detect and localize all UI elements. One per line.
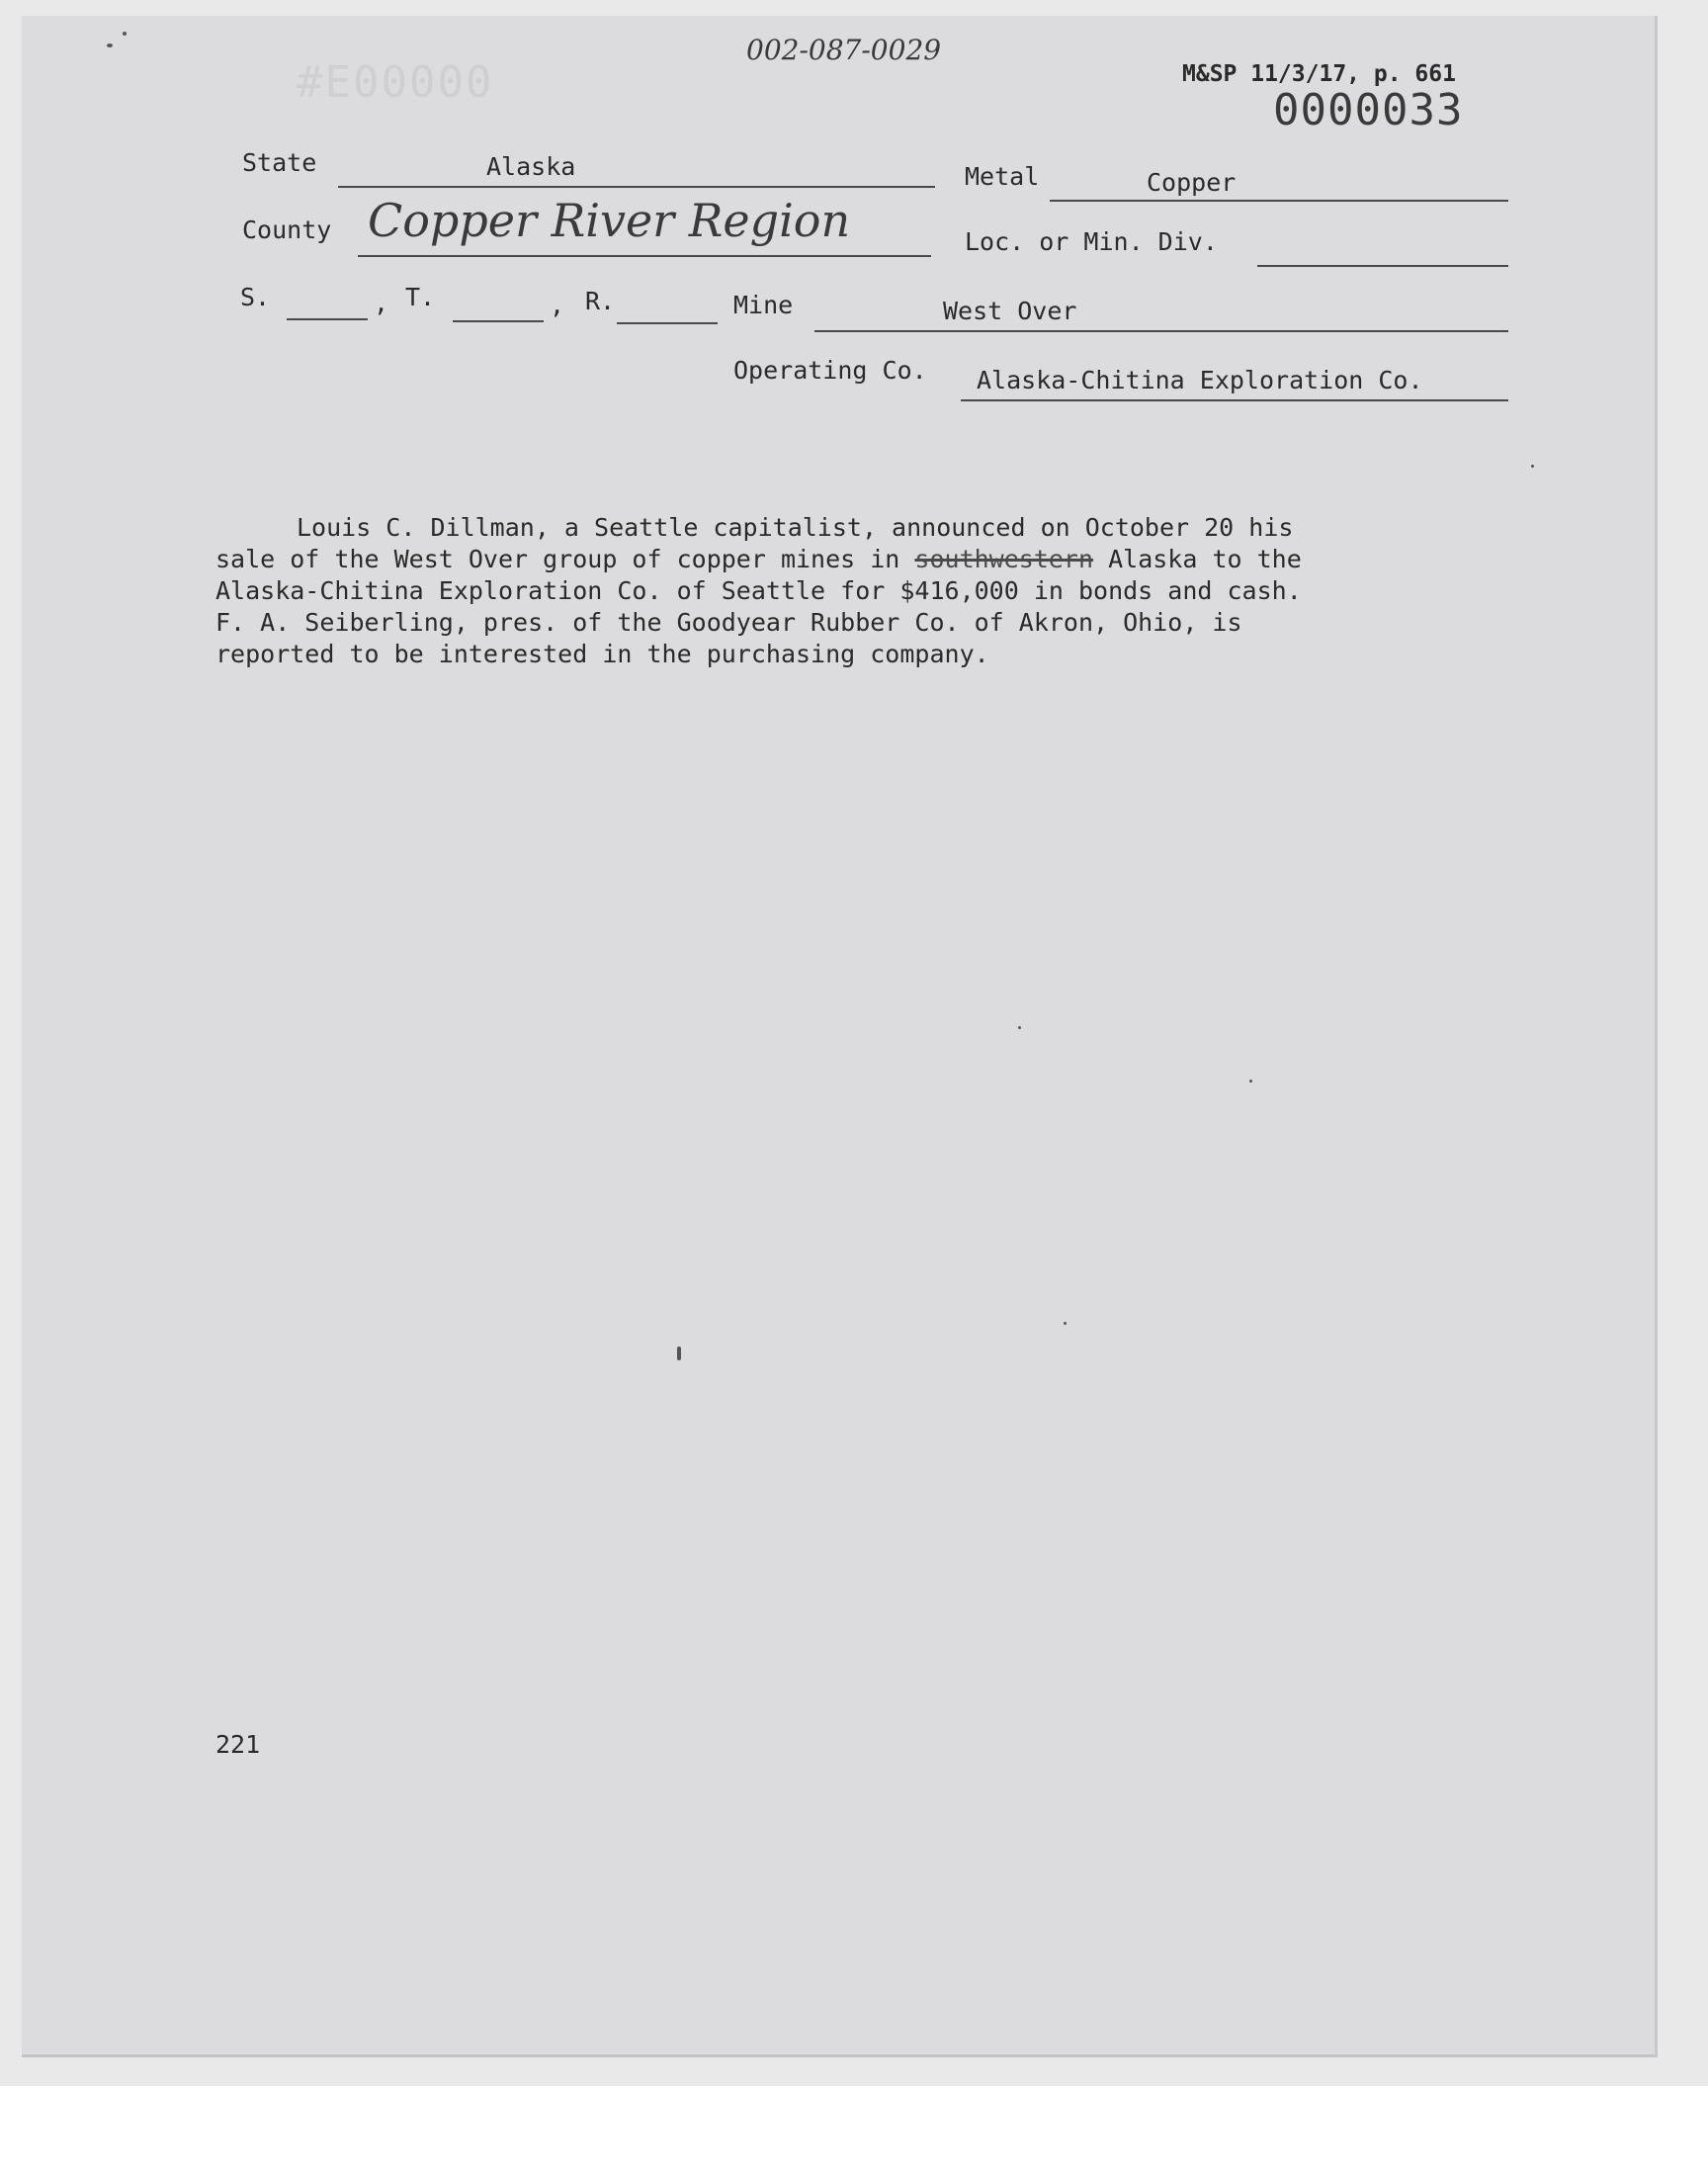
- page-number: 221: [215, 1730, 261, 1759]
- mine-value: West Over: [943, 297, 1077, 325]
- stamp-number: 0000033: [1273, 85, 1464, 135]
- faint-bleed-number: #E00000: [297, 57, 494, 108]
- file-number: 002-087-0029: [746, 34, 942, 66]
- state-value: Alaska: [486, 152, 576, 181]
- operating-rule: [961, 399, 1508, 401]
- mine-rule: [814, 330, 1508, 332]
- struck-word: southwestern: [914, 545, 1094, 573]
- township-rule: [453, 320, 544, 322]
- mine-label: Mine: [733, 291, 794, 319]
- county-value: Copper River Region: [368, 194, 851, 247]
- section-rule: [287, 318, 368, 320]
- metal-label: Metal: [965, 162, 1040, 191]
- reference-citation: M&SP 11/3/17, p. 661: [1182, 61, 1456, 87]
- scan-speck: [677, 1347, 681, 1360]
- body-paragraph: [215, 512, 1421, 670]
- body-line-2: [215, 544, 1421, 575]
- scan-speck: [107, 44, 113, 47]
- township-comma: ,: [550, 291, 565, 319]
- scan-speck: [1249, 1080, 1252, 1083]
- loc-rule: [1257, 265, 1508, 267]
- metal-rule: [1050, 200, 1508, 202]
- document-card: [22, 16, 1658, 2057]
- body-line-2-end: Alaska to the: [1093, 545, 1302, 573]
- operating-label: Operating Co.: [733, 356, 927, 385]
- range-label: R.: [585, 287, 616, 315]
- scan-margin: [0, 2086, 1708, 2175]
- scan-speck: [1064, 1322, 1067, 1325]
- operating-value: Alaska-Chitina Exploration Co.: [977, 366, 1423, 394]
- county-rule: [358, 255, 931, 257]
- body-line-5: reported to be interested in the purchasing company.: [215, 640, 989, 668]
- scan-speck: [123, 32, 127, 36]
- section-comma: ,: [374, 289, 389, 317]
- range-rule: [617, 322, 718, 324]
- township-label: T.: [405, 283, 436, 311]
- loc-label: Loc. or Min. Div.: [965, 227, 1218, 256]
- section-label: S.: [240, 283, 271, 311]
- state-label: State: [242, 148, 317, 177]
- county-label: County: [242, 216, 332, 244]
- body-line-1: Louis C. Dillman, a Seattle capitalist, announced on October 20 his: [297, 513, 1294, 542]
- body-line-3: Alaska-Chitina Exploration Co. of Seattle for $416,000 in bonds and cash.: [215, 576, 1302, 605]
- scan-speck: [1018, 1026, 1021, 1029]
- state-rule: [338, 186, 935, 188]
- body-line-2-start: sale of the West Over group of copper mines in: [215, 545, 915, 573]
- metal-value: Copper: [1147, 168, 1237, 197]
- scan-speck: [1531, 465, 1534, 468]
- body-line-4: F. A. Seiberling, pres. of the Goodyear Rubber Co. of Akron, Ohio, is: [215, 608, 1242, 637]
